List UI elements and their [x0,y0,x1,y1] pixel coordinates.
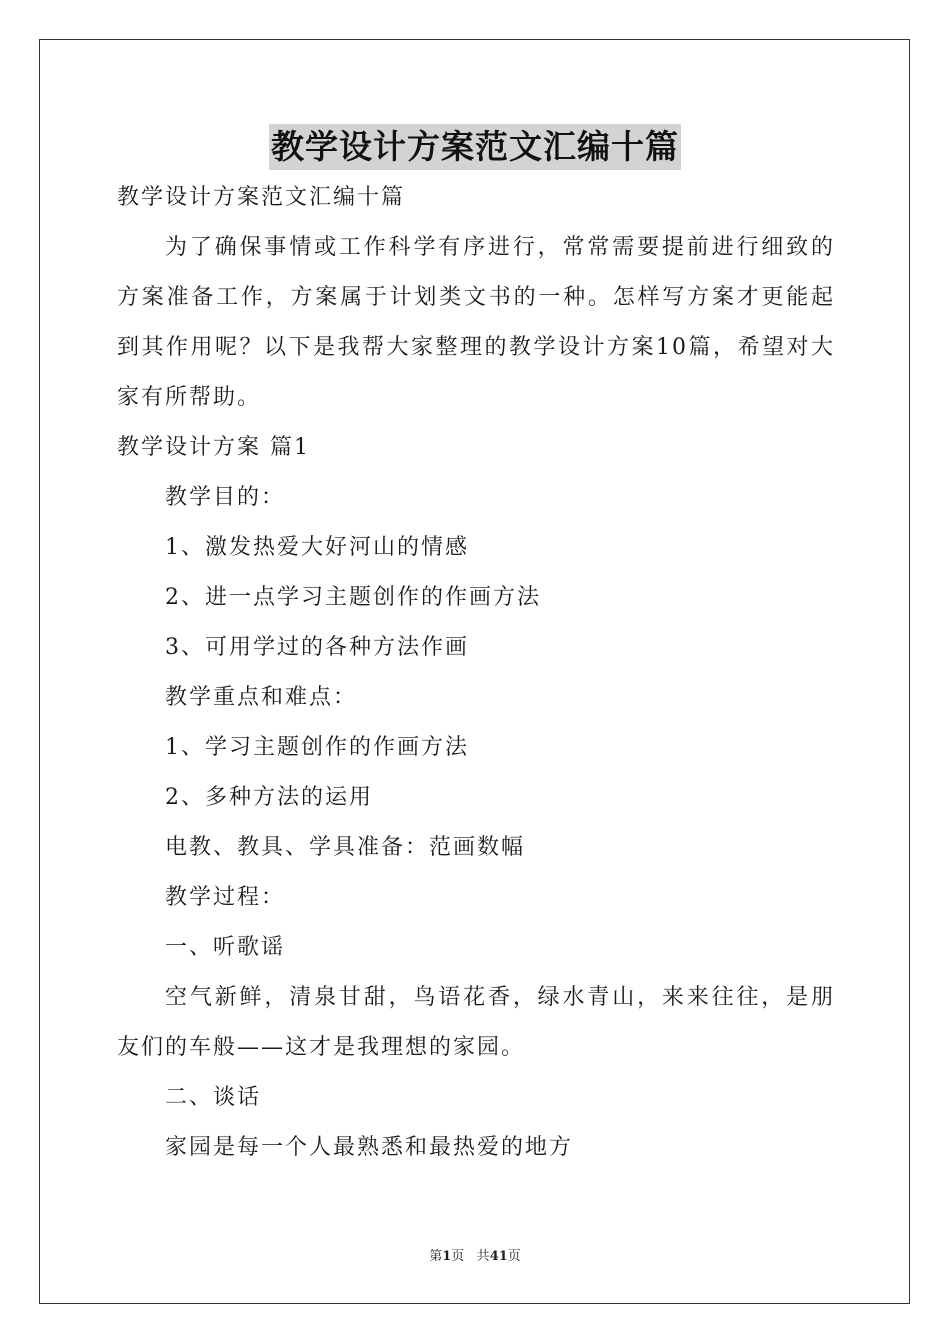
document-title-block [0,124,950,170]
paragraph: 教学目的： [165,485,286,510]
paragraph: 家园是每一个人最熟悉和最热爱的地方 [165,1135,574,1160]
paragraph: 1、激发热爱大好河山的情感 [165,535,469,560]
paragraph: 2、多种方法的运用 [165,785,373,810]
paragraph: 一、听歌谣 [165,935,286,960]
footer-prefix: 第 [429,1249,443,1264]
document-title: 教学设计方案范文汇编十篇 [269,124,681,170]
paragraph: 1、学习主题创作的作画方法 [165,735,469,760]
paragraph: 教学过程： [165,885,286,910]
paragraph: 教学设计方案范文汇编十篇 [117,185,406,210]
paragraph: 3、可用学过的各种方法作画 [165,635,469,660]
paragraph: 电教、教具、学具准备：范画数幅 [165,835,526,860]
footer-total-prefix: 共 [476,1249,490,1264]
paragraph: 空气新鲜，清泉甘甜，鸟语花香，绿水青山，来来往往，是朋友们的车般——这才是我理想的家园。 [117,985,835,1060]
paragraph: 为了确保事情或工作科学有序进行，常常需要提前进行细致的方案准备工作，方案属于计划类文书的一种。怎样写方案才更能起到其作用呢？以下是我帮大家整理的教学设计方案10篇，希望对大家有所帮助。 [117,235,835,410]
footer-total-pages: 41 [489,1249,508,1264]
document-body [117,173,835,1173]
paragraph: 2、进一点学习主题创作的作画方法 [165,585,541,610]
paragraph: 教学设计方案 篇1 [117,435,310,460]
footer-page-number: 1 [442,1249,452,1264]
footer-total-suffix: 页 [507,1249,521,1264]
paragraph: 二、谈话 [165,1085,262,1110]
footer-page-suffix: 页 [451,1249,465,1264]
paragraph: 教学重点和难点： [165,685,358,710]
page-footer [0,1245,950,1264]
